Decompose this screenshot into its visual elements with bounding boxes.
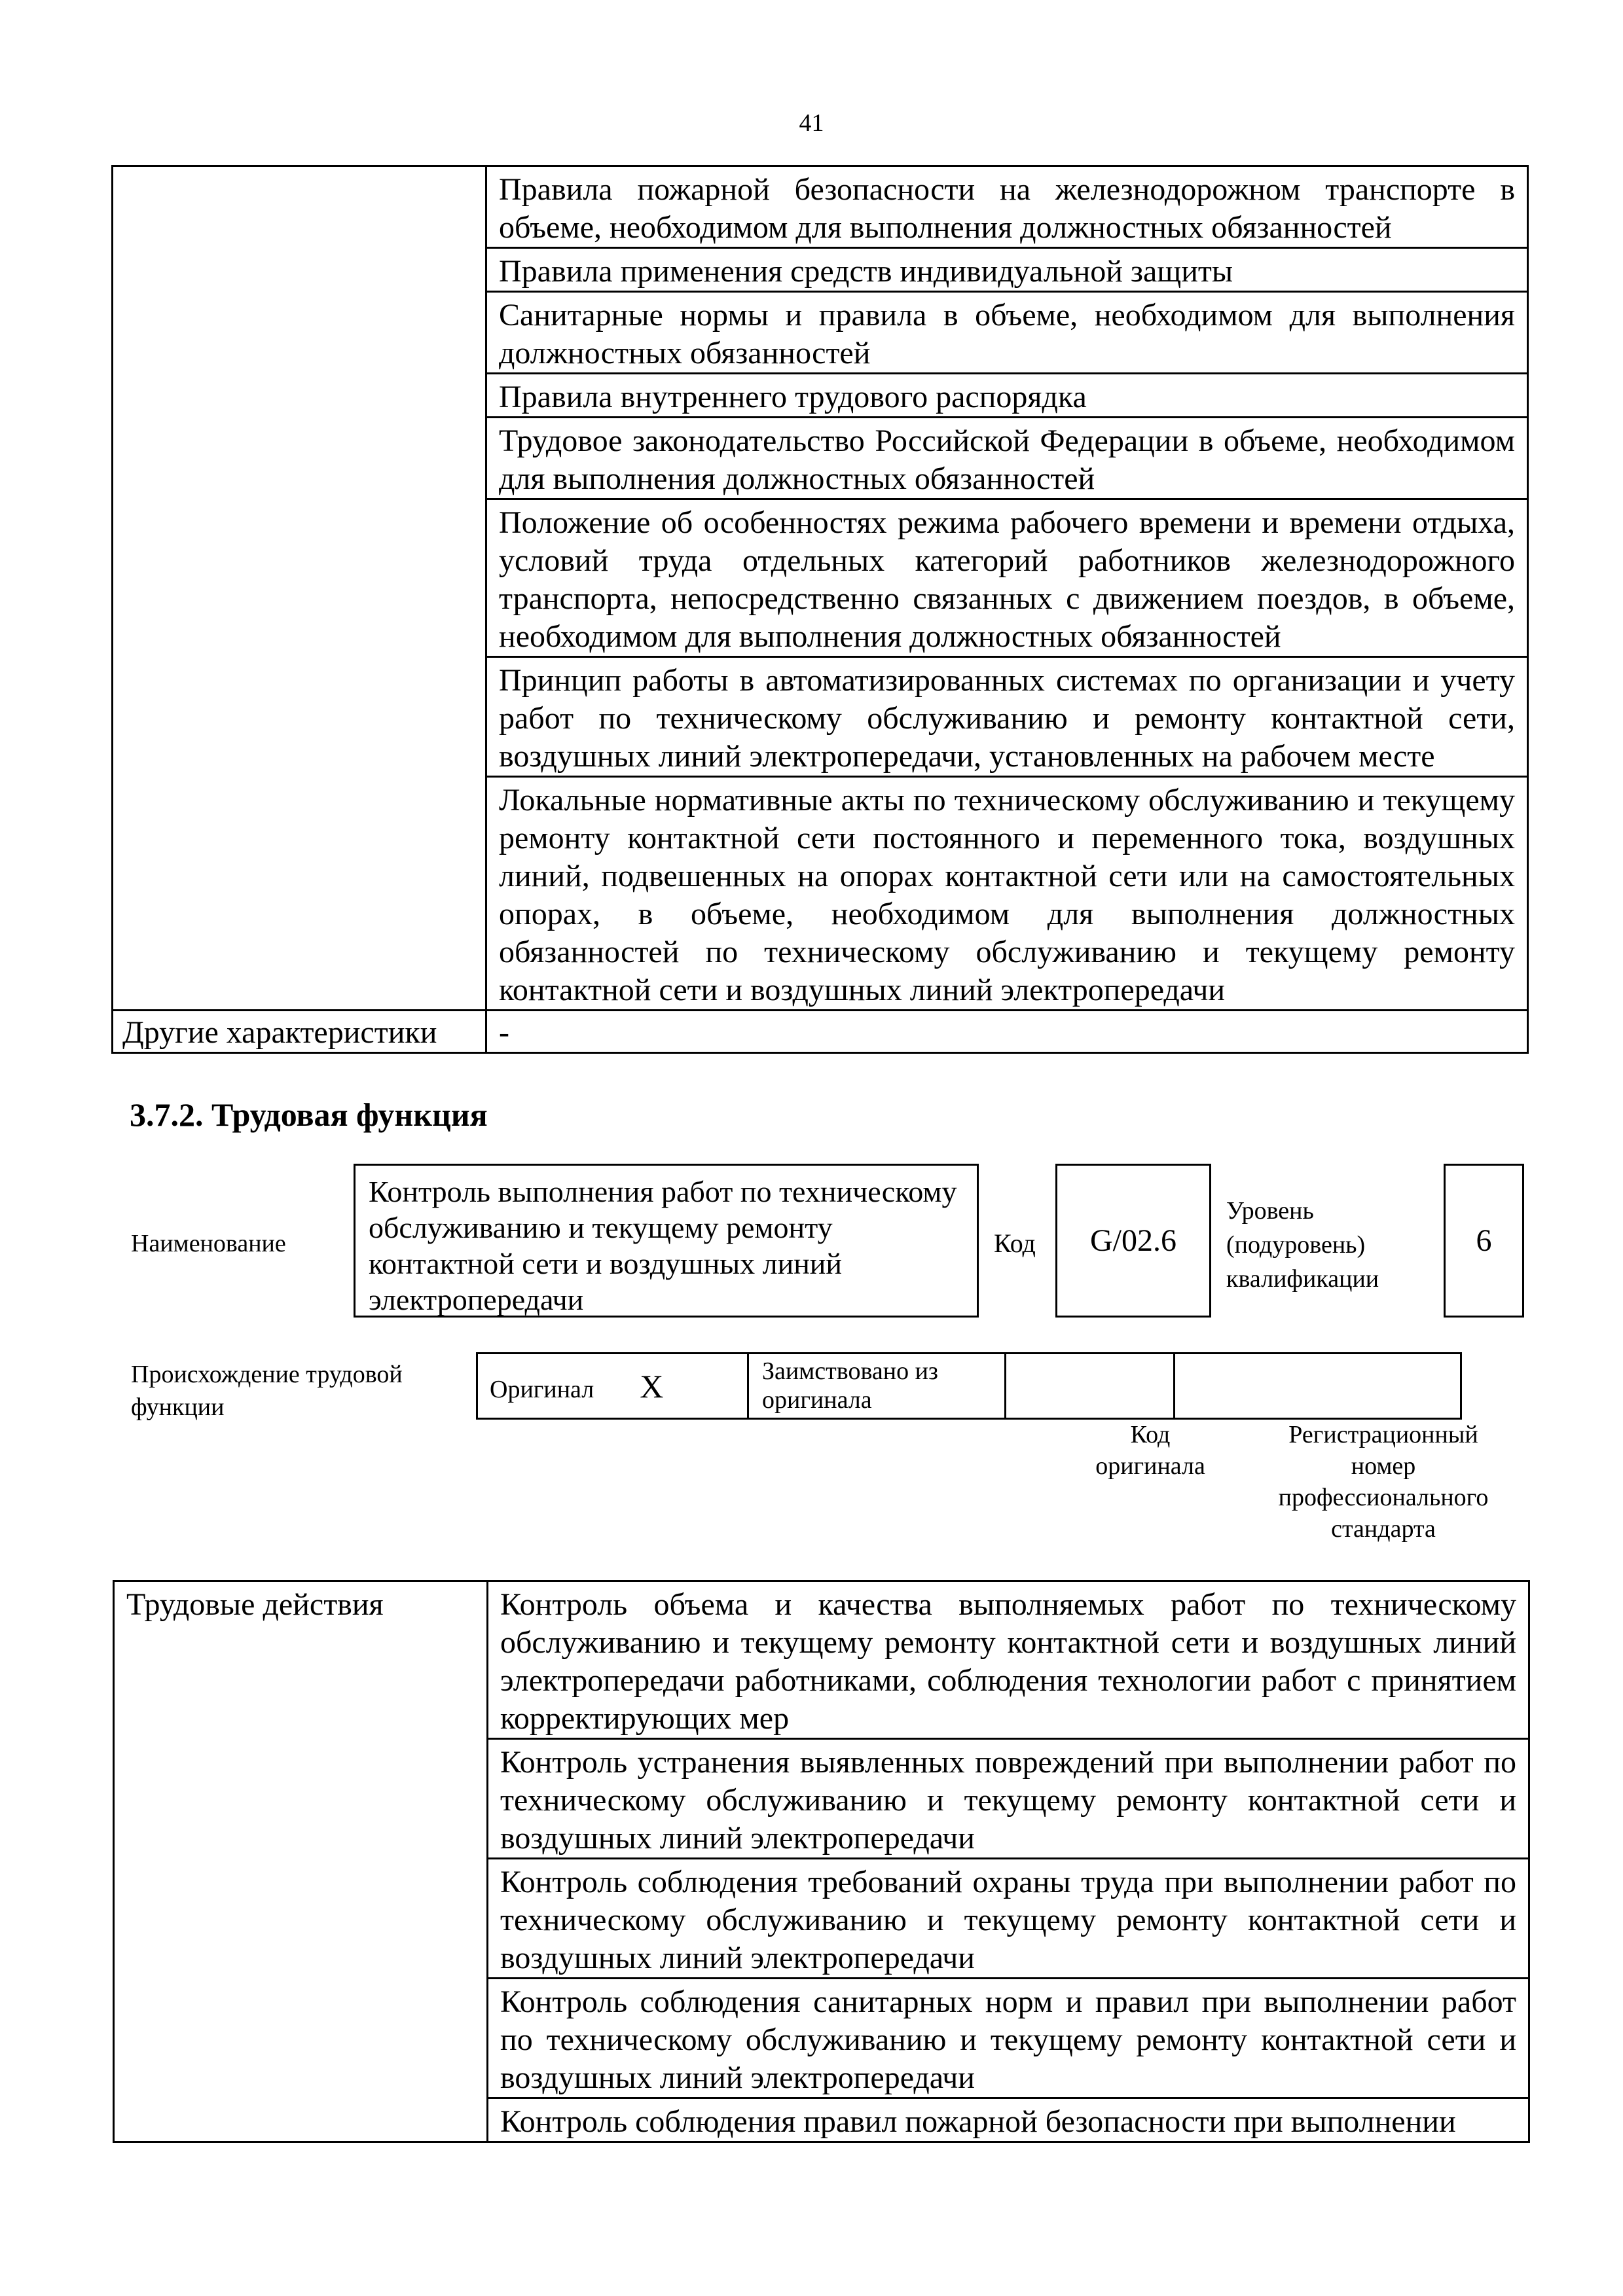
level-value: 6: [1444, 1164, 1524, 1318]
other-characteristics-value: -: [486, 1011, 1528, 1053]
original-code-caption: Код оригинала: [1095, 1421, 1205, 1480]
registration-number-cell: [1175, 1354, 1461, 1419]
level-label: Уровень (подуровень) квалификации: [1226, 1197, 1379, 1293]
section-heading: 3.7.2. Трудовая функция: [130, 1096, 488, 1133]
left-cell-empty: [114, 1979, 488, 2098]
labor-action-item: Контроль соблюдения правил пожарной безопасности при выполнении: [488, 2098, 1529, 2142]
table-row: [113, 499, 1528, 657]
origin-label: Происхождение трудовой функции: [131, 1361, 403, 1421]
table-row: [114, 1739, 1529, 1859]
table-row: [477, 1354, 1461, 1419]
labor-action-item: Контроль устранения выявленных повреждений при выполнении работ по техническому обслуживанию и текущему ремонту контактной сети и воздушных линий электропередачи: [488, 1739, 1529, 1859]
labor-action-item: Контроль объема и качества выполняемых работ по техническому обслуживанию и текущему ремонту контактной сети и воздушных линий электропередачи работниками, соблюдения технологии работ с принятием корректирующих мер: [488, 1581, 1529, 1739]
left-cell-empty: [114, 2098, 488, 2142]
table-row: [113, 777, 1528, 1011]
labor-action-item: Контроль соблюдения санитарных норм и правил при выполнении работ по техническому обслуживанию и текущему ремонту контактной сети и воздушных линий электропередачи: [488, 1979, 1529, 2098]
function-name-box: Контроль выполнения работ по техническому обслуживанию и текущему ремонту контактной сети и воздушных линий электропередачи: [354, 1164, 979, 1318]
left-cell-empty: [113, 418, 486, 499]
table-row: [113, 292, 1528, 374]
table-row: [114, 1979, 1529, 2098]
labor-action-item: Контроль соблюдения требований охраны труда при выполнении работ по техническому обслуживанию и текущему ремонту контактной сети и воздушных линий электропередачи: [488, 1859, 1529, 1979]
left-cell-empty: [113, 166, 486, 248]
knowledge-item: Правила применения средств индивидуальной защиты: [486, 248, 1528, 292]
table-row: [114, 1859, 1529, 1979]
borrowed-label: Заимствовано из оригинала: [748, 1354, 1006, 1419]
page-number: 41: [799, 109, 824, 137]
left-cell-empty: [114, 1859, 488, 1979]
left-cell-empty: [113, 657, 486, 777]
knowledge-item: Положение об особенностях режима рабочего времени и времени отдыха, условий труда отдельных категорий работников железнодорожного транспорта, непосредственно связанных с движением поездов, в объеме, необходимом для выполнения должностных обязанностей: [486, 499, 1528, 657]
table-row: [113, 248, 1528, 292]
knowledge-item: Трудовое законодательство Российской Федерации в объеме, необходимом для выполнения должностных обязанностей: [486, 418, 1528, 499]
left-cell-empty: [113, 248, 486, 292]
code-value: G/02.6: [1055, 1164, 1211, 1318]
table-row: [114, 1581, 1529, 1739]
original-cell: [477, 1354, 748, 1419]
table-row: [113, 418, 1528, 499]
left-cell-empty: [113, 499, 486, 657]
left-cell-empty: [113, 777, 486, 1011]
knowledge-item: Локальные нормативные акты по техническому обслуживанию и текущему ремонту контактной сети постоянного и переменного тока, воздушных линий, подвешенных на опорах контактной сети или на самостоятельных опорах, в объеме, необходимом для выполнения должностных обязанностей по техническому обслуживанию и текущему ремонту контактной сети и воздушных линий электропередачи: [486, 777, 1528, 1011]
registration-number-caption: Регистрационный номер профессионального стандарта: [1278, 1421, 1489, 1543]
original-label: Оригинал: [490, 1375, 594, 1403]
name-label: Наименование: [131, 1230, 286, 1257]
left-cell-empty: [114, 1739, 488, 1859]
left-cell-empty: [113, 374, 486, 418]
code-label: Код: [994, 1229, 1036, 1258]
original-code-cell: [1006, 1354, 1175, 1419]
table-row: [113, 657, 1528, 777]
knowledge-item: Санитарные нормы и правила в объеме, необходимом для выполнения должностных обязанностей: [486, 292, 1528, 374]
knowledge-item: Принцип работы в автоматизированных системах по организации и учету работ по техническому обслуживанию и ремонту контактной сети, воздушных линий электропередачи, установленных на рабочем месте: [486, 657, 1528, 777]
table-row: [114, 2098, 1529, 2142]
table-row: [113, 1011, 1528, 1053]
labor-actions-label: Трудовые действия: [114, 1581, 488, 1739]
knowledge-table: [111, 165, 1529, 1054]
original-mark: X: [640, 1367, 664, 1405]
table-row: [113, 166, 1528, 248]
other-characteristics-label: Другие характеристики: [113, 1011, 486, 1053]
knowledge-item: Правила внутреннего трудового распорядка: [486, 374, 1528, 418]
knowledge-item: Правила пожарной безопасности на железнодорожном транспорте в объеме, необходимом для выполнения должностных обязанностей: [486, 166, 1528, 248]
labor-actions-table: [113, 1580, 1530, 2143]
origin-table: [476, 1352, 1462, 1420]
left-cell-empty: [113, 292, 486, 374]
table-row: [113, 374, 1528, 418]
